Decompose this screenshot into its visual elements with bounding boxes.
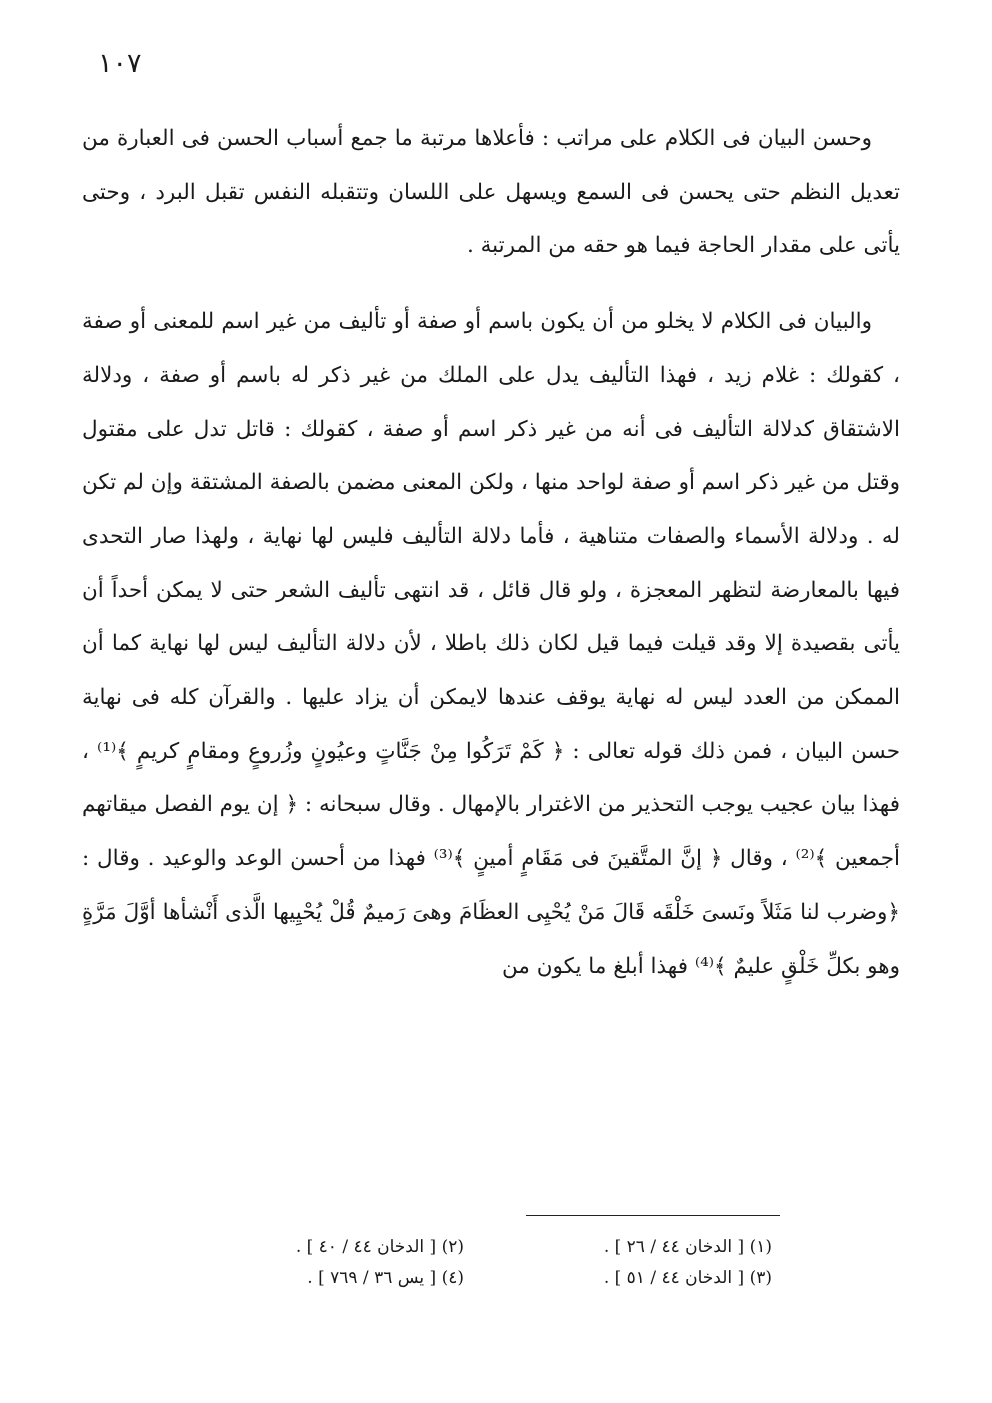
footnote-1: (١) [ الدخان ٤٤ / ٢٦ ] . [603, 1237, 772, 1257]
footnote-divider [526, 1215, 780, 1216]
paragraph-2: والبيان فى الكلام لا يخلو من أن يكون باسم أو صفة أو تأليف من غير اسم للمعنى أو صفة ، كقولك : غلام زيد ، فهذا التأليف يدل على الملك من غير ذكر له باسم أو صفة ، ودلالة الاشتقاق كدلالة التأليف فى أنه من غير ذكر اسم أو صفة ، كقولك : قاتل تدل على مقتول وقتل من غير ذكر اسم أو صفة لواحد منها ، ولكن المعنى مضمن بالصفة المشتقة وإن لم تكن له . ودلالة الأسماء والصفات متناهية ، فأما دلالة التأليف فليس لها نهاية ، ولهذا صار التحدى فيها بالمعارضة لتظهر المعجزة ، ولو قال قائل ، قد انتهى تأليف الشعر حتى لا يمكن أحداً أن يأتى بقصيدة إلا وقد قيلت فيما قيل لكان ذلك باطلا ، لأن دلالة التأليف ليس لها نهاية كما أن الممكن من العدد ليس له نهاية يوقف عندها لايمكن أن يزاد عليها . والقرآن كله فى نهاية حسن البيان ، فمن ذلك قوله تعالى : ﴿ كَمْ تَرَكُوا مِنْ جَنَّاتٍ وعيُونٍ وزُروعٍ ومقامٍ كريمٍ ﴾⁽¹⁾ ، فهذا بيان عجيب يوجب التحذير من الاغترار بالإمهال . وقال سبحانه : ﴿ إن يوم الفصل ميقاتهم أجمعين ﴾⁽²⁾ ، وقال ﴿ إنَّ المتَّقينَ فى مَقَامٍ أمينٍ ﴾⁽³⁾ فهذا من أحسن الوعد والوعيد . وقال : ﴿وضرب لنا مَثَلاً ونَسىَ خَلْقَه قَالَ مَنْ يُحْيِى العظَامَ وهىَ رَميمٌ قُلْ يُحْيِيها الَّذى أَنْشأها أوَّلَ مَرَّةٍ وهو بكلِّ خَلْقٍ عليمٌ ﴾⁽⁴⁾ فهذا أبلغ ما يكون من [82, 309, 900, 979]
paragraph-gap [82, 273, 900, 295]
footnote-3: (٣) [ الدخان ٤٤ / ٥١ ] . [603, 1268, 772, 1288]
body-text [82, 112, 900, 993]
footnotes [196, 1232, 772, 1294]
page-number: ١٠٧ [98, 48, 142, 79]
footnote-2: (٢) [ الدخان ٤٤ / ٤٠ ] . [295, 1237, 464, 1257]
footnote-4: (٤) [ يس ٣٦ / ٧٦٩ ] . [307, 1268, 464, 1288]
paragraph-1: وحسن البيان فى الكلام على مراتب : فأعلاها مرتبة ما جمع أسباب الحسن فى العبارة من تعديل النظم حتى يحسن فى السمع ويسهل على اللسان وتتقبله النفس تقبل البرد ، وحتى يأتى على مقدار الحاجة فيما هو حقه من المرتبة . [82, 126, 900, 259]
